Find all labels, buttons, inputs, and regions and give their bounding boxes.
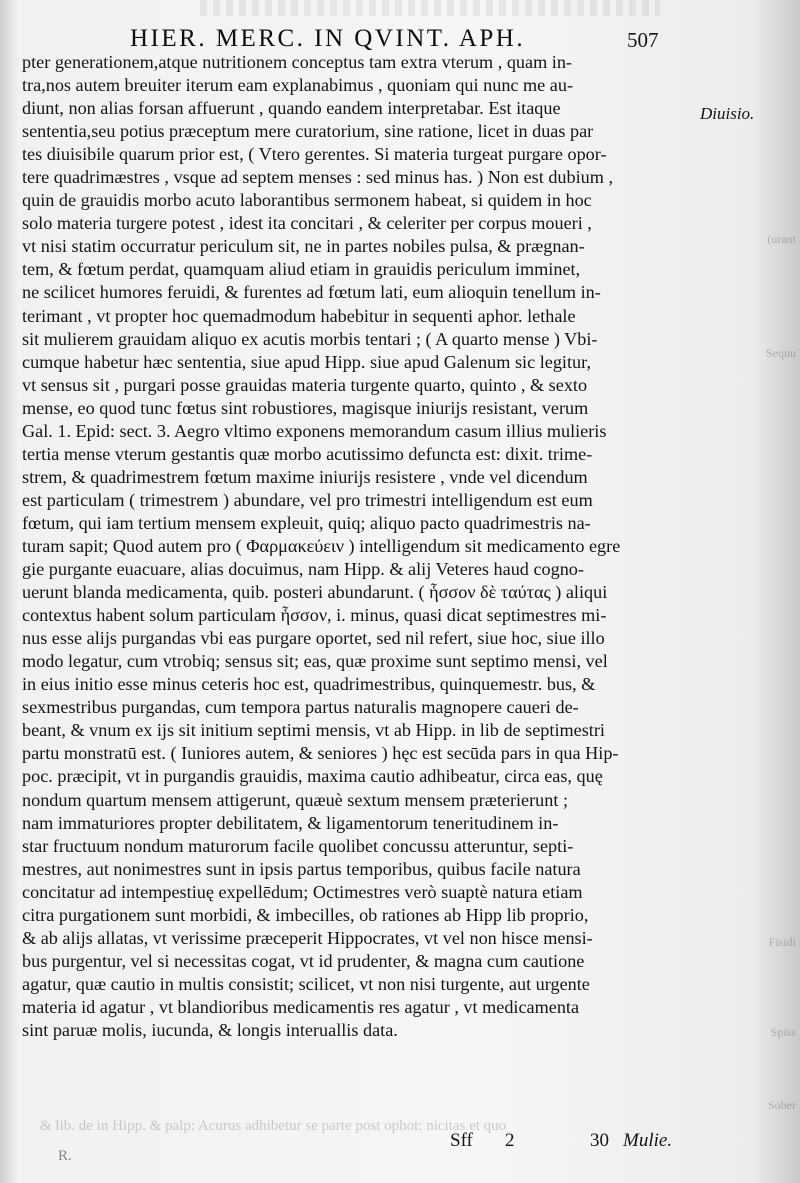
- ghost-note: Sequu: [766, 346, 796, 360]
- ghost-note: (urant: [767, 232, 796, 246]
- margin-note-diuisio: Diuisio.: [700, 104, 755, 123]
- show-through-top: [200, 0, 660, 16]
- show-through-bottom: & lib. de in Hipp. & palp: Acurus adhibetur se parte post ophot: nicitas et quo: [40, 1118, 507, 1134]
- text-line: est particulam ( trimestrem ) abundare, vel pro trimestri intelligendum est eum: [22, 489, 593, 510]
- text-line: sint paruæ molis, iucunda, & longis interuallis data.: [22, 1019, 398, 1040]
- text-line: turam sapit; Quod autem pro ( Φαρμακεύειν ) intelligendum sit medicamento egre: [22, 535, 621, 556]
- text-line: citra purgationem sunt morbidi, & imbecilles, ob rationes ab Hipp lib proprio,: [22, 904, 589, 925]
- text-line: tere quadrimæstres , vsque ad septem menses : sed minus has. ) Non est dubium ,: [22, 167, 613, 188]
- text-line: agatur, quæ cautio in multis consistit; scilicet, vt non nisi turgente, aut urgente: [22, 973, 590, 994]
- ghost-note: Sober: [768, 1098, 796, 1112]
- text-line: nam immaturiores propter debilitatem, & ligamentorum teneritudinem in-: [22, 812, 559, 833]
- text-line: mestres, aut nonimestres sunt in ipsis partus temporibus, quibus facile natura: [22, 858, 581, 879]
- text-line: contextus habent solum particulam ἧσσον, i. minus, quasi dicat septimestres mi-: [22, 605, 607, 626]
- text-line: cumque habetur hæc sententia, siue apud Hipp. siue apud Galenum sic legitur,: [22, 351, 591, 372]
- text-line: gie purgante euacuare, alias docuimus, nam Hipp. & alij Veteres haud cogno-: [22, 559, 584, 580]
- body-text: [22, 51, 688, 1042]
- page-header: [20, 24, 700, 54]
- text-line: vt nisi statim occurratur periculum sit, ne in partes nobiles pulsa, & prægnan-: [22, 236, 585, 257]
- text-line: solo materia turgere potest , idest ita concitari , & celeriter per corpus moueri ,: [22, 213, 592, 234]
- ghost-note: Fisidi: [768, 935, 796, 949]
- text-line: vt sensus sit , purgari posse grauidas materia turgente quarto, quinto , & sexto: [22, 374, 588, 395]
- text-line: diunt, non alias forsan affuerunt , quando eandem interpretabar. Est itaque: [22, 98, 561, 119]
- text-line: tertia mense vterum gestantis quæ morbo acutissimo defuncta est: dixit. trime-: [22, 443, 593, 464]
- text-line: sit mulierem grauidam aliquo ex acutis morbis tentari ; ( A quarto mense ) Vbi-: [22, 328, 598, 349]
- text-line: modo legatur, cum vtrobiq; sensus sit; eas, quæ proxime sunt septimo mensi, vel: [22, 651, 608, 672]
- text-line: materia id agatur , vt blandioribus medicamentis res agatur , vt medicamenta: [22, 996, 580, 1017]
- text-line: bus purgentur, vel si necessitas cogat, vt id prudenter, & magna cum cautione: [22, 950, 585, 971]
- text-line: ne scilicet humores feruidi, & furentes ad fœtum lati, eum alioquin tenellum in-: [22, 282, 601, 303]
- text-line: tra,nos autem breuiter iterum eam explanabimus , quoniam qui nunc me au-: [22, 75, 574, 96]
- text-line: strem, & quadrimestrem fœtum maxime iniurijs resistere , vnde vel dicendum: [22, 466, 588, 487]
- text-line: sexmestribus purgandas, cum tempora partus naturalis magnopere caueri de-: [22, 697, 579, 718]
- text-line: quin de grauidis morbo acuto laborantibus sermonem habeat, si quidem in hoc: [22, 190, 592, 211]
- text-line: pter generationem,atque nutritionem conceptus tam extra vterum , quam in-: [22, 52, 572, 72]
- page-footer: [20, 1130, 700, 1160]
- text-line: concitatur ad intempestiuę expellēdum; Octimestres verò suaptè natura etiam: [22, 881, 583, 902]
- text-line: fœtum, qui iam tertium mensem expleuit, quiq; aliquo pacto quadrimestris na-: [22, 512, 591, 533]
- text-line: nus esse alijs purgandas vbi eas purgare oportet, sed nil refert, siue hoc, siue illo: [22, 628, 605, 649]
- text-line: Gal. 1. Epid: sect. 3. Aegro vltimo exponens memorandum casum illius mulieris: [22, 420, 607, 441]
- catch-number: 30: [590, 1130, 609, 1151]
- page-number: 507: [627, 28, 659, 52]
- text-line: tem, & fœtum perdat, quamquam aliud etiam in grauidis periculum imminet,: [22, 259, 581, 280]
- text-line: terimant , vt propter hoc quemadmodum habebitur in sequenti aphor. lethale: [22, 305, 576, 326]
- text-line: partu monstratū est. ( Iuniores autem, & seniores ) hęc est secūda pars in qua Hip-: [22, 743, 619, 764]
- page-corner-mark: R.: [58, 1148, 72, 1164]
- ghost-note: Spiss: [770, 1025, 796, 1039]
- text-line: & ab alijs allatas, vt verissime præceperit Hippocrates, vt vel non hisce mensi-: [22, 927, 593, 948]
- text-line: in eius initio esse minus ceteris hoc est, quadrimestribus, quinquemestr. bus, &: [22, 674, 596, 695]
- signature-mark: Sff: [450, 1130, 473, 1151]
- text-line: mense, eo quod tunc fœtus sint robustiores, magisque iniurijs resistant, verum: [22, 397, 589, 418]
- text-line: beant, & vnum ex ijs sit initium septimi mensis, vt ab Hipp. in lib de septimestri: [22, 720, 605, 741]
- text-line: star fructuum nondum maturorum facile quolibet concussu atteruntur, septi-: [22, 835, 574, 856]
- text-line: tes diuisibile quarum prior est, ( Vtero gerentes. Si materia turgeat purgare opor-: [22, 144, 607, 165]
- text-line: sententia,seu potius præceptum mere curatorium, sine ratione, licet in duas par: [22, 121, 594, 142]
- text-line: nondum quartum mensem attigerunt, quæuè sextum mensem præterierunt ;: [22, 789, 569, 810]
- running-head: HIER. MERC. IN QVINT. APH.: [130, 25, 526, 52]
- text-line: uerunt blanda medicamenta, quib. posteri abundarunt. ( ἧσσον δὲ ταύτας ) aliqui: [22, 582, 608, 603]
- signature-number: 2: [505, 1130, 515, 1151]
- text-line: poc. præcipit, vt in purgandis grauidis, maxima cautio adhibeatur, circa eas, quę: [22, 766, 603, 787]
- catchword: Mulie.: [623, 1130, 673, 1151]
